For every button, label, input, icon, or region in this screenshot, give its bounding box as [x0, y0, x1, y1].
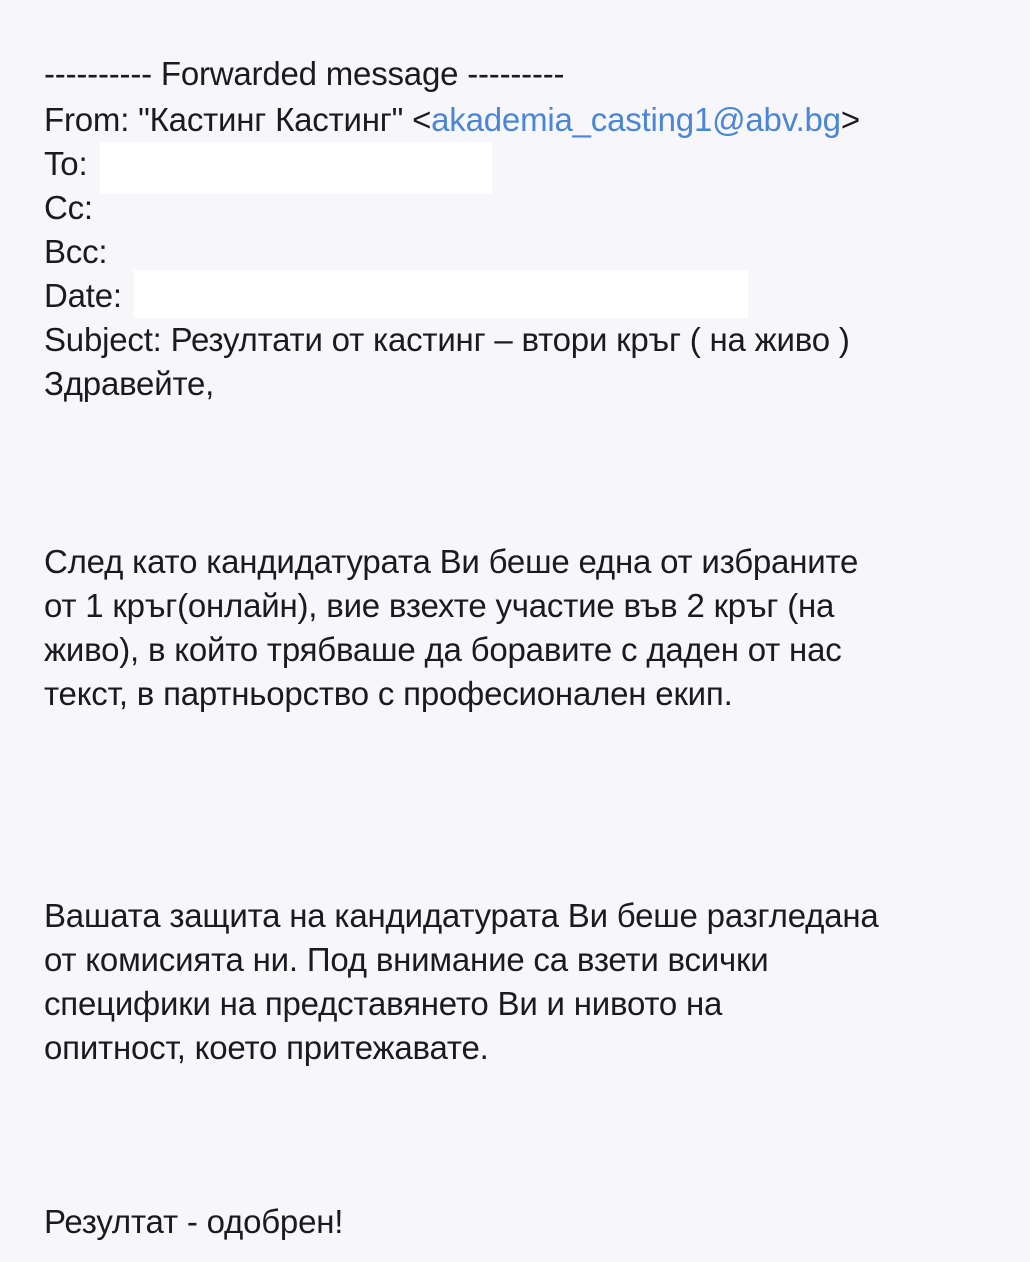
- from-label: From:: [44, 101, 130, 138]
- forwarded-label: ---------- Forwarded message ---------: [44, 55, 565, 92]
- subject-value: Резултати от кастинг – втори кръг ( на живо ): [170, 321, 850, 358]
- paragraph-line: След като кандидатурата Ви беше една от избраните: [44, 543, 859, 580]
- bcc-row: [44, 230, 107, 274]
- from-name: "Кастинг Кастинг": [138, 101, 404, 138]
- greeting: [44, 362, 214, 406]
- forwarded-header: [44, 52, 564, 96]
- paragraph-line: опитност, което притежавате.: [44, 1029, 489, 1066]
- subject-row: [44, 318, 850, 362]
- from-bracket-close: >: [840, 101, 860, 138]
- body-paragraph-2: [44, 894, 1004, 1070]
- cc-row: [44, 186, 93, 230]
- from-row: [44, 98, 860, 142]
- cc-label: Cc:: [44, 189, 93, 226]
- date-label: Date:: [44, 277, 122, 314]
- greeting-text: Здравейте,: [44, 365, 215, 402]
- subject-label: Subject:: [44, 321, 162, 358]
- to-row: [44, 142, 87, 186]
- paragraph-line: специфики на представянето Ви и нивото на: [44, 985, 723, 1022]
- paragraph-line: от 1 кръг(онлайн), вие взехте участие във 2 кръг (на: [44, 587, 835, 624]
- body-paragraph-1: [44, 540, 1004, 716]
- paragraph-line: Вашата защита на кандидатурата Ви беше разгледана: [44, 897, 879, 934]
- bcc-label: Bcc:: [44, 233, 108, 270]
- paragraph-line: от комисията ни. Под внимание са взети всички: [44, 941, 769, 978]
- from-bracket-open: <: [412, 101, 432, 138]
- to-label: To:: [44, 145, 88, 182]
- paragraph-line: текст, в партньорство с професионален екип.: [44, 675, 733, 712]
- result-text: Резултат - одобрен!: [44, 1203, 344, 1240]
- paragraph-line: живо), в който трябваше да боравите с даден от нас: [44, 631, 842, 668]
- date-row: [44, 274, 122, 318]
- date-redaction: [134, 270, 748, 318]
- to-redaction: [100, 142, 492, 194]
- from-email-link[interactable]: akademia_casting1@abv.bg: [431, 101, 841, 138]
- result-line: [44, 1200, 343, 1244]
